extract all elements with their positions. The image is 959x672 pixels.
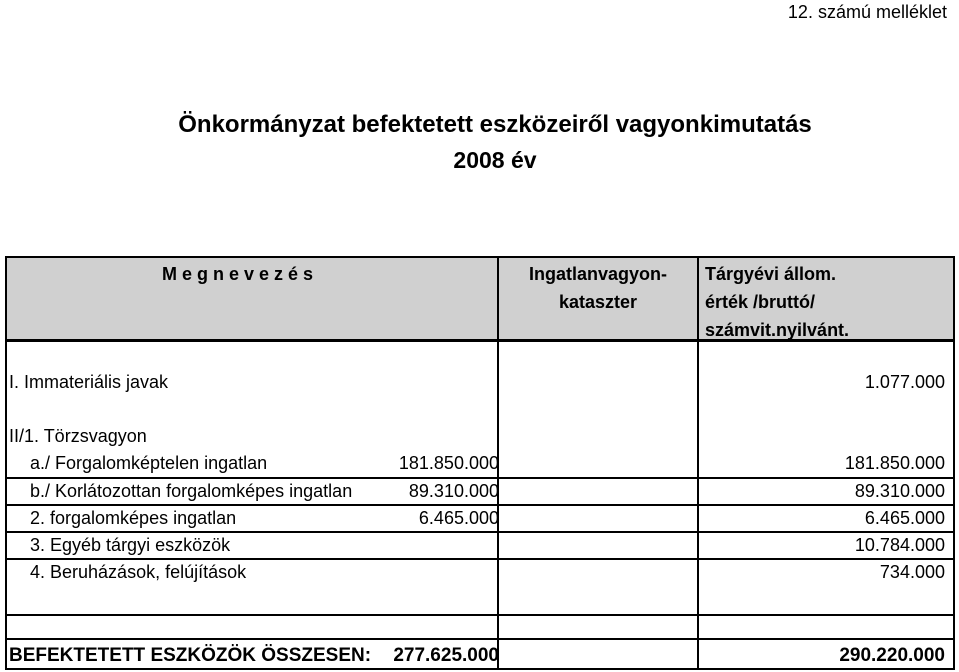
row-label: 2. forgalomképes ingatlan	[30, 508, 237, 528]
row-value: 181.850.000	[844, 453, 945, 473]
asset-table	[5, 256, 955, 670]
row-label: 4. Beruházások, felújítások	[30, 562, 247, 582]
table-row	[7, 560, 953, 585]
row-value: 734.000	[879, 562, 945, 582]
header-value-line1: Tárgyévi állom.	[705, 264, 837, 284]
row-cadastre: 89.310.000	[408, 481, 499, 501]
total-separator	[7, 638, 953, 640]
row-value: 10.784.000	[854, 535, 945, 555]
header-value-line3: számvit.nyilvánt.	[705, 320, 850, 340]
table-row	[7, 533, 953, 558]
row-value: 1.077.000	[864, 372, 945, 392]
table-header	[7, 258, 953, 342]
header-cadastre	[503, 260, 693, 316]
row-label: 3. Egyéb tárgyi eszközök	[30, 535, 231, 555]
row-label: II/1. Törzsvagyon	[9, 426, 147, 446]
header-value-line2: érték /bruttó/	[705, 292, 816, 312]
table-row	[7, 424, 953, 449]
table-row	[7, 370, 953, 395]
row-value: 89.310.000	[854, 481, 945, 501]
header-cadastre-line1: Ingatlanvagyon-	[528, 264, 667, 284]
header-value	[705, 260, 849, 344]
table-row	[7, 506, 953, 531]
annex-label: 12. számú melléklet	[787, 2, 947, 22]
total-separator	[7, 614, 953, 616]
total-value: 290.220.000	[839, 645, 945, 666]
table-row	[7, 451, 953, 476]
document-title: Önkormányzat befektetett eszközeiről vagyonkimutatás	[178, 111, 812, 138]
row-cadastre: 181.850.000	[398, 453, 499, 473]
header-name: M e g n e v e z é s	[162, 264, 314, 284]
row-label: a./ Forgalomképtelen ingatlan	[30, 453, 268, 473]
header-cadastre-line2: kataszter	[558, 292, 638, 312]
row-value: 6.465.000	[864, 508, 945, 528]
total-label: BEFEKTETETT ESZKÖZÖK ÖSSZESEN:	[9, 645, 372, 666]
row-cadastre: 6.465.000	[418, 508, 499, 528]
total-row	[7, 643, 953, 668]
total-cadastre: 277.625.000	[393, 645, 499, 666]
document-year: 2008 év	[453, 147, 537, 173]
table-row	[7, 479, 953, 504]
row-label: I. Immateriális javak	[9, 372, 169, 392]
row-label: b./ Korlátozottan forgalomképes ingatlan	[30, 481, 353, 501]
